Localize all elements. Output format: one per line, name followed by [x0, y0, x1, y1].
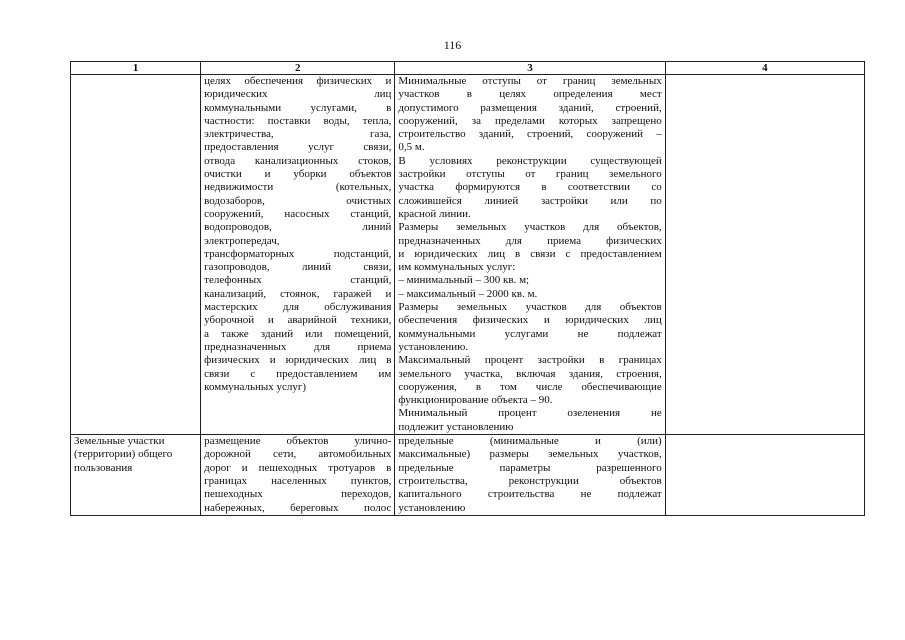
text-line: Земельные участки [74, 435, 165, 448]
text-line: (территории) общего [74, 448, 173, 461]
text-line: – максимальный – 2000 кв. м. [398, 287, 538, 300]
text-line: капитального строительства не подлежат [398, 488, 662, 501]
text-line: красной линии. [398, 207, 471, 220]
text-line: телефонных станций, [204, 274, 392, 287]
text-line: предназначенных для приема [204, 340, 392, 353]
text-line: установлению. [398, 340, 469, 353]
text-line: сооружений, за пределами которых запрещено [398, 114, 662, 127]
text-line: обеспечения физических и юридических лиц [398, 314, 662, 327]
text-line: В условиях реконструкции существующей [398, 154, 662, 167]
cell-use-description [201, 75, 395, 435]
text-line: пешеходных переходов, [204, 488, 392, 501]
text-line: недвижимости (котельных, [204, 181, 392, 194]
text-line: канализаций, стоянок, гаражей и [204, 287, 392, 300]
text-line: Размеры земельных участков для объектов, [398, 221, 662, 234]
text-line: предельные параметры разрешенного [398, 461, 662, 474]
text-line: очистки и уборки объектов [204, 168, 392, 181]
text-line: им коммунальных услуг: [398, 261, 516, 274]
text-line: предоставления услуг связи, [204, 141, 392, 154]
table-row [71, 435, 865, 516]
text-line: электричества, газа, [204, 128, 392, 141]
text-line: водозаборов, очистных [204, 194, 392, 207]
text-line: установлению [398, 501, 466, 514]
text-line: участков в целях определения мест [398, 88, 662, 101]
text-line: предназначенных для приема физических [398, 234, 662, 247]
text-line: – минимальный – 300 кв. м; [398, 274, 530, 287]
text-line: сооружения, в том числе обеспечивающие [398, 380, 662, 393]
cell-use-type [71, 75, 201, 435]
text-line: подлежит установлению [398, 420, 514, 433]
text-line: связи с предоставлением им [204, 367, 392, 380]
text-line: строительства, реконструкции объектов [398, 474, 662, 487]
cell-parameters [395, 75, 665, 435]
text-line: газопроводов, линий связи, [204, 261, 392, 274]
regulations-table [70, 61, 865, 516]
cell-restrictions [665, 435, 864, 516]
text-line: дорожной сети, автомобильных [204, 448, 392, 461]
text-line: сложившейся линией застройки или по [398, 194, 662, 207]
text-line: электропередач, [204, 234, 280, 247]
text-line: коммунальными услугами, в [204, 101, 392, 114]
text-line: предельные (минимальные и (или) [398, 435, 662, 448]
text-line: отвода канализационных стоков, [204, 154, 392, 167]
text-line: а также зданий или помещений, [204, 327, 392, 340]
cell-restrictions [665, 75, 864, 435]
cell-use-description [201, 435, 395, 516]
text-line: мастерских для обслуживания [204, 301, 392, 314]
text-line: трансформаторных подстанций, [204, 247, 392, 260]
text-line: водопроводов, линий [204, 221, 392, 234]
text-line: застройки отступы от границ земельного [398, 168, 662, 181]
table-row [71, 75, 865, 435]
header-col-4: 4 [665, 62, 864, 75]
text-line: физических и юридических лиц в [204, 354, 392, 367]
text-line: допустимого размещения зданий, строений, [398, 101, 662, 114]
cell-use-type [71, 435, 201, 516]
text-line: сооружений, насосных станций, [204, 207, 392, 220]
text-line: Максимальный процент застройки в границах [398, 354, 662, 367]
text-line: Минимальный процент озеленения не [398, 407, 662, 420]
header-col-2: 2 [201, 62, 395, 75]
text-line: размещение объектов улично- [204, 435, 392, 448]
text-line: участка формируются в соответствии со [398, 181, 662, 194]
text-line: Размеры земельных участков для объектов [398, 301, 662, 314]
text-line: частности: поставки воды, тепла, [204, 114, 392, 127]
text-line: земельного участка, включая здания, строения, [398, 367, 662, 380]
text-line: границах населенных пунктов, [204, 474, 392, 487]
text-line: коммунальными услугами не подлежат [398, 327, 662, 340]
text-line: Минимальные отступы от границ земельных [398, 75, 662, 87]
text-line: юридических лиц [204, 88, 392, 101]
text-line: дорог и пешеходных тротуаров в [204, 461, 392, 474]
table-header-row [71, 62, 865, 75]
text-line: целях обеспечения физических и [204, 75, 392, 87]
page-number: 116 [443, 38, 462, 52]
text-line: пользования [74, 461, 133, 474]
text-line: набережных, береговых полос [204, 501, 392, 514]
text-line: 0,5 м. [398, 141, 425, 154]
text-line: уборочной и аварийной техники, [204, 314, 392, 327]
text-line: строительство зданий, строений, сооружений – [398, 128, 662, 141]
header-col-1: 1 [71, 62, 201, 75]
text-line: коммунальных услуг) [204, 380, 307, 393]
text-line: функционирование объекта – 90. [398, 394, 553, 407]
cell-parameters [395, 435, 665, 516]
text-line: и юридических лиц в связи с предоставлением [398, 247, 662, 260]
header-col-3: 3 [395, 62, 665, 75]
text-line: максимальные) размеры земельных участков, [398, 448, 662, 461]
